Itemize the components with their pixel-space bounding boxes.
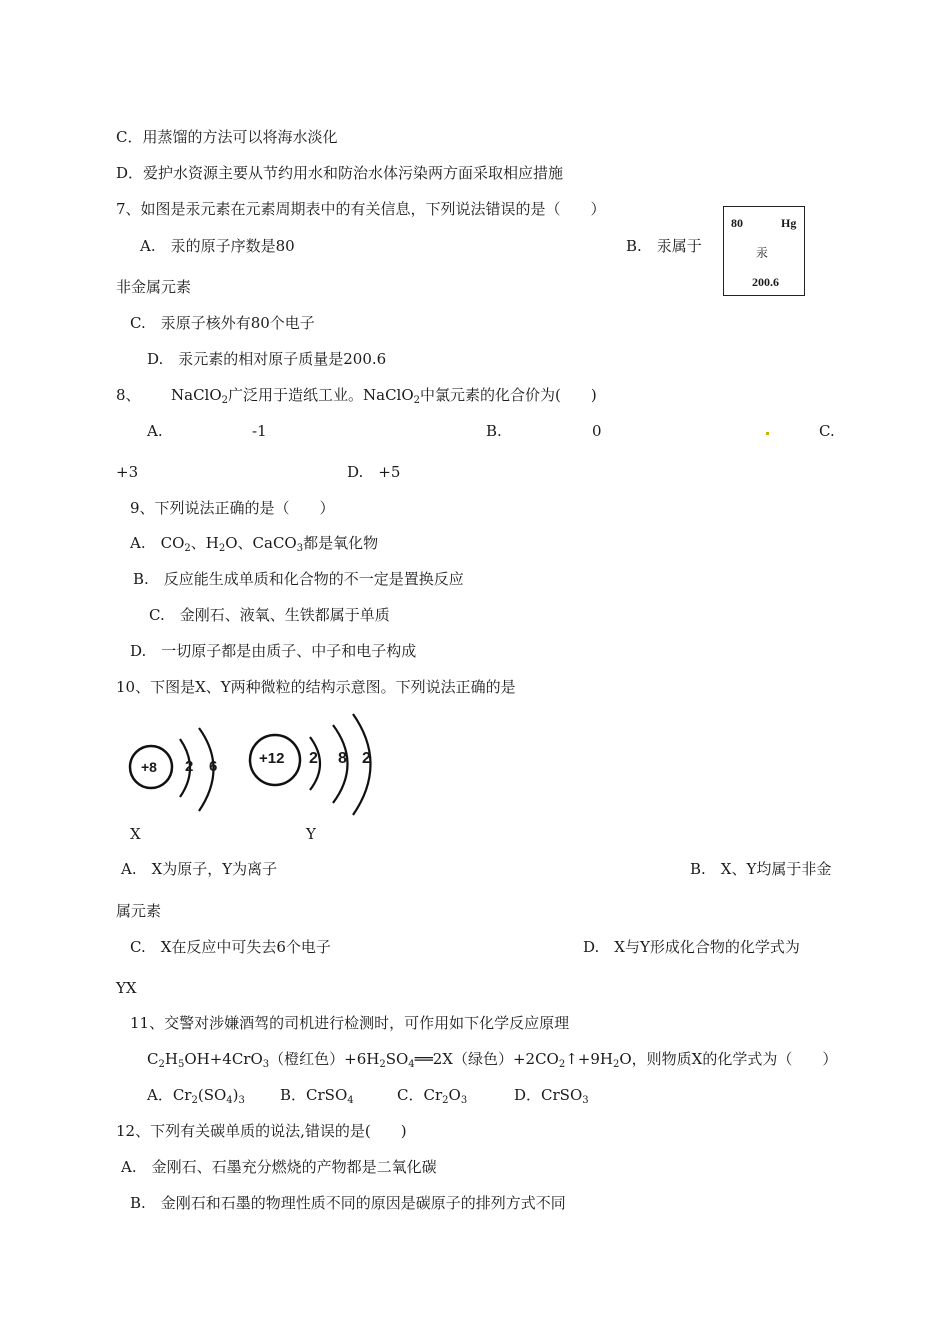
q7-option-b: B. 汞属于 — [626, 237, 702, 255]
q9-stem: 9、下列说法正确的是（ ） — [130, 499, 335, 517]
q11-option-b: B．CrSO$_4$ — [280, 1086, 354, 1106]
atom-x-shell-1: 2 — [185, 758, 194, 775]
q7-option-c: C. 汞原子核外有80个电子 — [130, 314, 315, 332]
q9-option-c: C. 金刚石、液氧、生铁都属于单质 — [149, 606, 390, 624]
q9-option-a: A. $CO_2$、$H_2O$、CaCO$_3$都是氧化物 — [130, 534, 379, 554]
q11-stem: 11、交警对涉嫌酒驾的司机进行检测时，可作用如下化学反应原理 — [130, 1014, 570, 1032]
q11-option-a: A．$Cr_2(SO_4)_3$ — [147, 1086, 245, 1106]
q12-option-b: B. 金刚石和石墨的物理性质不同的原因是碳原子的排列方式不同 — [130, 1194, 566, 1212]
q11-option-c: C．$Cr_2O_3$ — [397, 1086, 468, 1106]
q7-stem: 7、如图是汞元素在元素周期表中的有关信息，下列说法错误的是（ ） — [116, 200, 606, 218]
atom-x-shell-2: 6 — [209, 758, 218, 775]
q8-option-c-label: C. — [819, 422, 835, 440]
q8-option-a-label: A. — [147, 422, 163, 440]
q10-option-c: C. X在反应中可失去6个电子 — [130, 938, 331, 956]
atom-y-shell-2: 8 — [338, 750, 347, 767]
atom-y-nucleus: +12 — [259, 750, 285, 767]
q9-option-b: B. 反应能生成单质和化合物的不一定是置换反应 — [133, 570, 464, 588]
q11-option-d: D．CrSO$_3$ — [514, 1086, 589, 1106]
q10-option-b: B. X、Y均属于非金 — [690, 860, 832, 878]
element-name: 汞 — [756, 246, 769, 260]
q9-option-d: D. 一切原子都是由质子、中子和电子构成 — [130, 642, 417, 660]
element-atomic-number: 80 — [731, 216, 743, 230]
stray-dot — [766, 432, 769, 435]
q7-option-d: D. 汞元素的相对原子质量是200.6 — [147, 350, 387, 368]
q10-option-d-cont: YX — [116, 979, 137, 997]
q10-option-d: D. X与Y形成化合物的化学式为 — [583, 938, 800, 956]
element-symbol: Hg — [781, 216, 797, 230]
q6-option-c: C．用蒸馏的方法可以将海水淡化 — [116, 128, 338, 146]
q10-option-b-cont: 属元素 — [116, 902, 162, 920]
atom-y-label: Y — [306, 825, 316, 843]
atom-x-nucleus: +8 — [141, 759, 157, 775]
q8-option-c-value: +3 — [116, 463, 139, 481]
atom-y-shell-1: 2 — [309, 750, 318, 767]
q8-stem: NaClO$_2$广泛用于造纸工业。NaClO$_2$中氯元素的化合价为( ) — [171, 386, 597, 406]
q12-stem: 12、下列有关碳单质的说法,错误的是( ) — [116, 1122, 407, 1140]
q10-option-a: A. X为原子，Y为离子 — [121, 860, 278, 878]
q12-option-a: A. 金刚石、石墨充分燃烧的产物都是二氧化碳 — [121, 1158, 437, 1176]
atom-x-label: X — [130, 825, 141, 843]
q8-option-a-value: -1 — [252, 422, 267, 440]
element-card-mercury — [723, 206, 805, 296]
q7-option-a: A. 汞的原子序数是80 — [140, 237, 295, 255]
q6-option-d: D．爱护水资源主要从节约用水和防治水体污染两方面采取相应措施 — [116, 164, 564, 182]
q8-option-b-value: 0 — [592, 422, 602, 440]
q11-equation: $C_2H_5OH+4CrO_3$（橙红色）$+6H_2SO_4══2X$（绿色）$+2CO_2↑+9H_2O$，则物质X的化学式为（ ） — [147, 1050, 838, 1070]
q8-number: 8、 — [116, 386, 141, 404]
q8-option-d: D. +5 — [347, 463, 401, 481]
q10-stem: 10、下图是X、Y两种微粒的结构示意图。下列说法正确的是 — [116, 678, 516, 696]
element-atomic-mass: 200.6 — [752, 275, 779, 289]
q8-option-b-label: B. — [486, 422, 502, 440]
atom-y-shell-3: 2 — [362, 750, 371, 767]
q7-option-b-cont: 非金属元素 — [116, 278, 192, 296]
